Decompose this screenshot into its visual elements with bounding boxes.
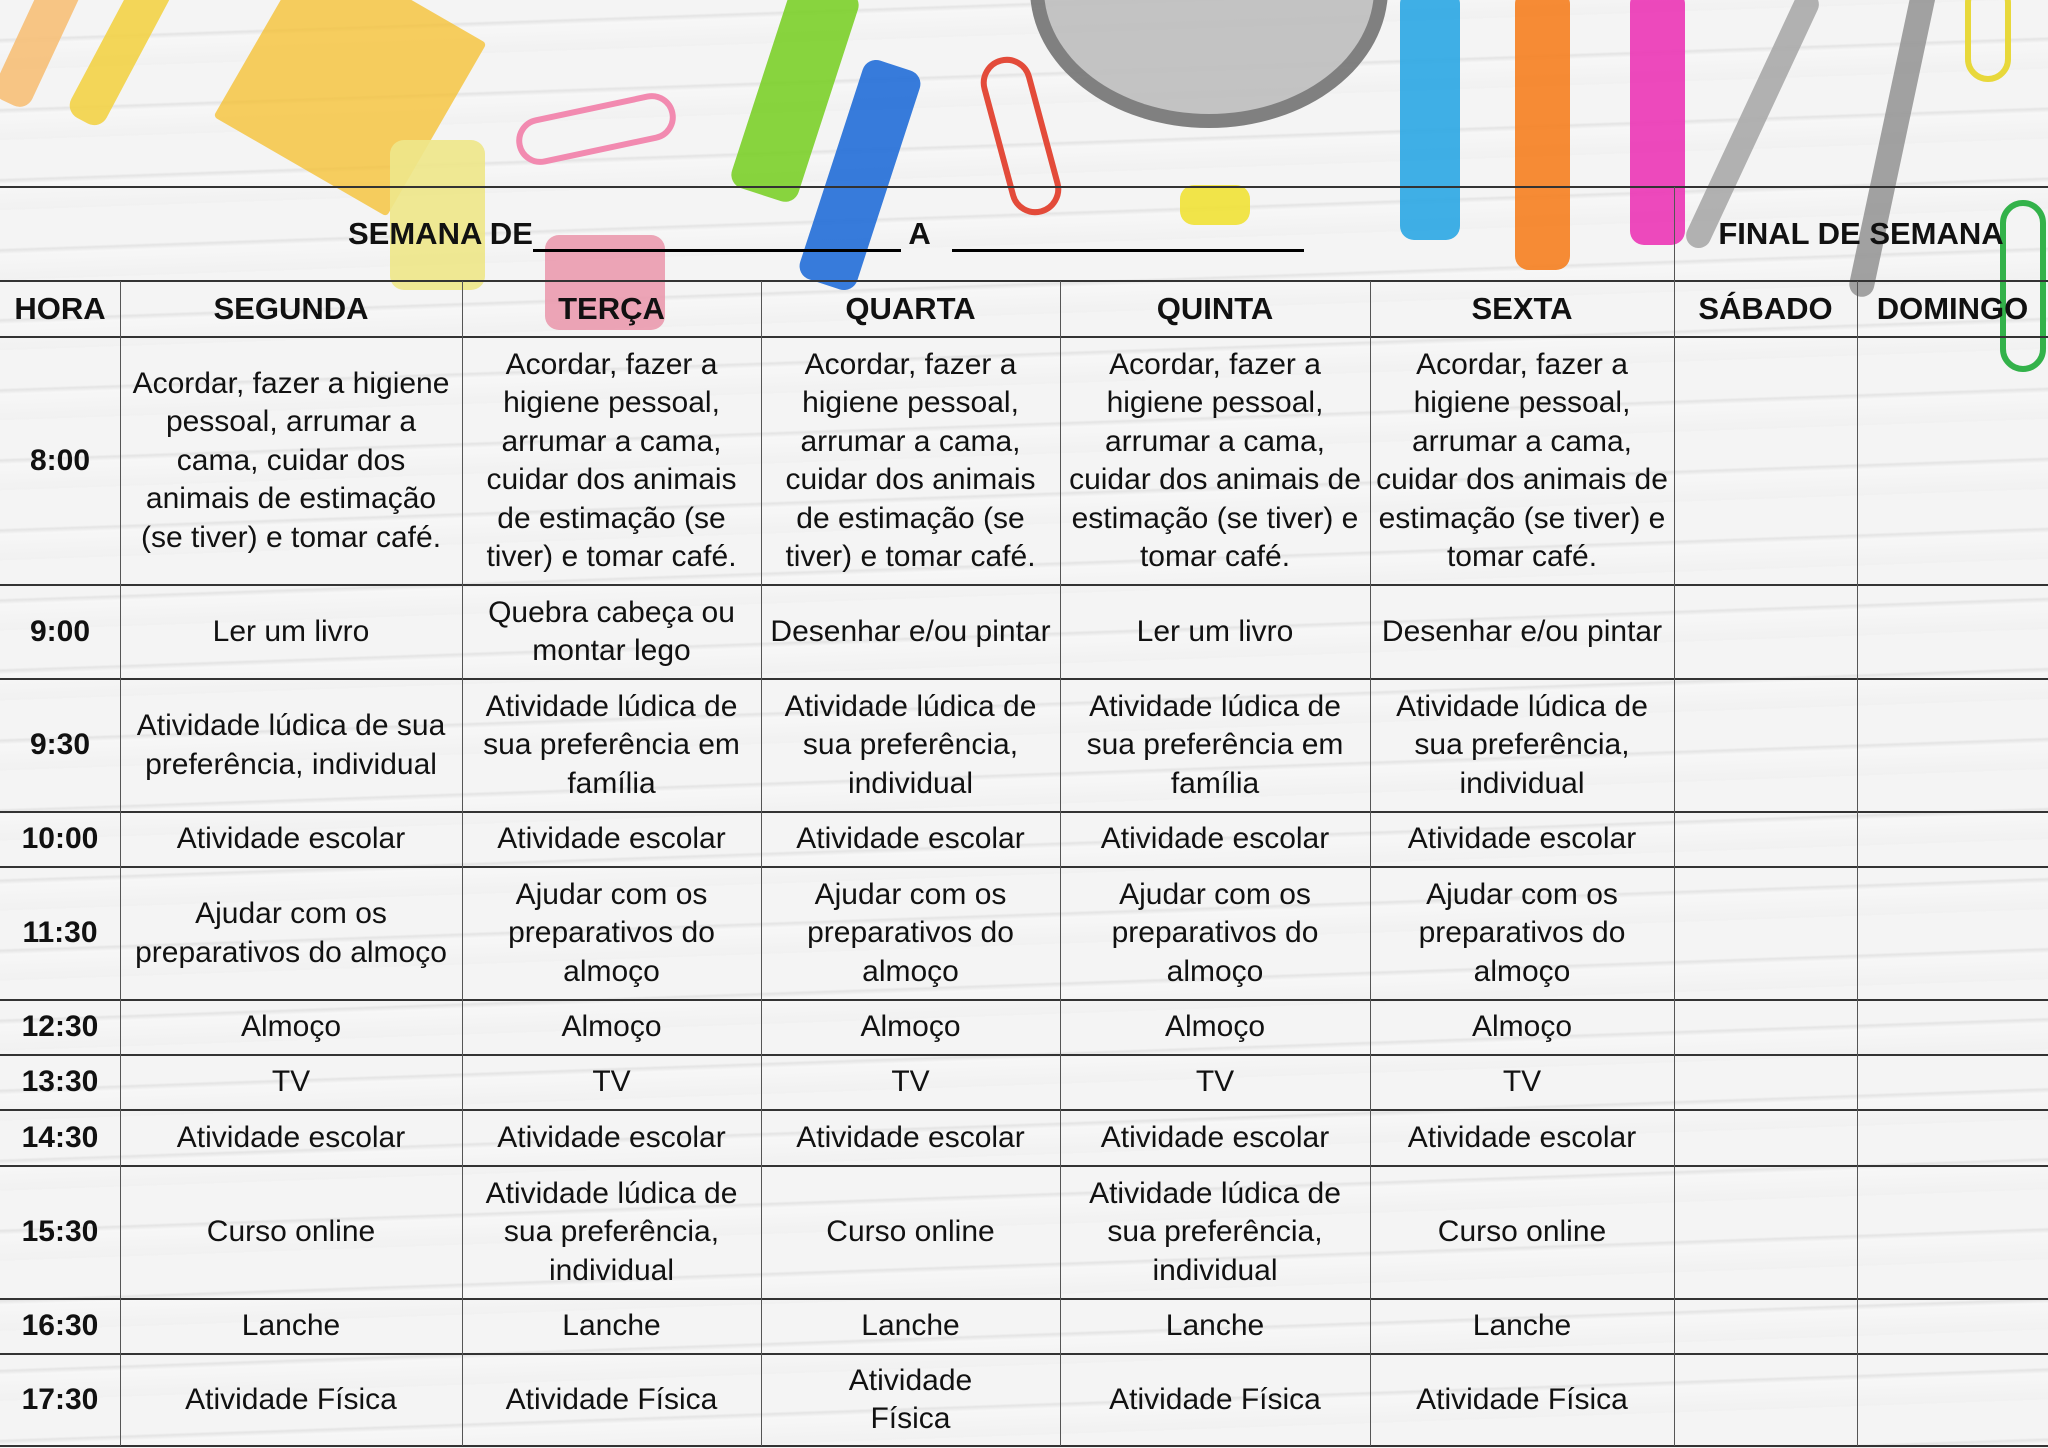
schedule-cell: Atividade lúdica de sua preferência em família xyxy=(1086,689,1344,800)
schedule-cell[interactable] xyxy=(1674,1354,1857,1446)
schedule-cell: Almoço xyxy=(561,1010,662,1044)
schedule-cell: Atividade Física xyxy=(1109,1382,1321,1416)
schedule-cell: Lanche xyxy=(1165,1309,1265,1343)
schedule-cell: Atividade escolar xyxy=(796,1120,1025,1154)
schedule-cell: Ler um livro xyxy=(1136,614,1294,648)
schedule-cell: Atividade escolar xyxy=(176,1120,406,1154)
schedule-cell: Acordar, fazer a higiene pessoal, arrumar a cama, cuidar dos animais de estimação (se tiver) e tomar café. xyxy=(1069,347,1361,573)
schedule-cell: Lanche xyxy=(241,1309,341,1343)
schedule-cell[interactable] xyxy=(1674,337,1857,585)
schedule-cell: Atividade Física xyxy=(1416,1382,1628,1416)
schedule-cell[interactable] xyxy=(1674,1055,1857,1110)
schedule-cell: Acordar, fazer a higiene pessoal, arrumar a cama, cuidar dos animais de estimação (se tiver) e tomar café. xyxy=(785,347,1036,573)
schedule-cell: TV xyxy=(1195,1065,1235,1099)
time-cell: 9:00 xyxy=(29,614,91,648)
time-cell: 12:30 xyxy=(21,1010,99,1044)
weekend-heading: FINAL DE SEMANA xyxy=(1718,216,2004,251)
schedule-cell: Atividade lúdica de sua preferência, individual xyxy=(485,1176,738,1287)
schedule-cell: Almoço xyxy=(240,1010,342,1044)
schedule-cell: Atividade escolar xyxy=(796,822,1025,856)
time-cell: 14:30 xyxy=(21,1120,99,1154)
schedule-cell[interactable] xyxy=(1857,1299,2048,1354)
schedule-cell: Lanche xyxy=(1472,1309,1572,1343)
schedule-cell: Quebra cabeça ou montar lego xyxy=(488,595,735,667)
time-cell: 15:30 xyxy=(21,1215,99,1249)
schedule-cell[interactable] xyxy=(1674,867,1857,1000)
column-header-0: HORA xyxy=(14,290,106,326)
schedule-cell[interactable] xyxy=(1674,1110,1857,1166)
schedule-cell: Desenhar e/ou pintar xyxy=(1381,614,1663,648)
schedule-cell: Atividade lúdica de sua preferência, individual xyxy=(1089,1176,1341,1287)
schedule-cell: Atividade escolar xyxy=(1407,1120,1637,1154)
row-divider xyxy=(0,186,2048,188)
week-label: SEMANA DE xyxy=(348,216,533,251)
schedule-cell: Acordar, fazer a higiene pessoal, arrumar a cama, cuidar dos animais de estimação (se tiver) e tomar café. xyxy=(132,366,450,554)
schedule-cell: Atividade escolar xyxy=(1100,1120,1330,1154)
time-cell: 16:30 xyxy=(21,1309,99,1343)
column-header-6: SÁBADO xyxy=(1698,290,1833,326)
schedule-cell: Atividade escolar xyxy=(176,822,406,856)
schedule-cell: Desenhar e/ou pintar xyxy=(770,614,1051,648)
schedule-cell: Almoço xyxy=(860,1010,961,1044)
schedule-cell[interactable] xyxy=(1857,1000,2048,1055)
schedule-cell: Curso online xyxy=(1437,1215,1607,1249)
schedule-cell[interactable] xyxy=(1857,1354,2048,1446)
schedule-cell[interactable] xyxy=(1857,585,2048,679)
schedule-cell[interactable] xyxy=(1857,867,2048,1000)
column-header-2: TERÇA xyxy=(558,290,665,326)
time-cell: 9:30 xyxy=(29,728,91,762)
schedule-cell: Atividade lúdica de sua preferência, individual xyxy=(136,709,446,781)
time-cell: 8:00 xyxy=(29,443,91,477)
schedule-cell: Atividade lúdica de sua preferência, individual xyxy=(1396,689,1648,800)
schedule-cell: Acordar, fazer a higiene pessoal, arrumar a cama, cuidar dos animais de estimação (se tiver) e tomar café. xyxy=(1376,347,1668,573)
schedule-cell[interactable] xyxy=(1674,679,1857,812)
schedule-cell: Atividade Física xyxy=(505,1382,718,1416)
column-header-4: QUINTA xyxy=(1156,290,1274,326)
schedule-cell: Ajudar com os preparativos do almoço xyxy=(1418,877,1626,988)
schedule-cell: Ajudar com os preparativos do almoço xyxy=(1111,877,1319,988)
schedule-cell[interactable] xyxy=(1674,1299,1857,1354)
to-label: A xyxy=(908,216,930,251)
schedule-cell: TV xyxy=(271,1065,311,1099)
schedule-cell: Ajudar com os preparativos do almoço xyxy=(508,877,715,988)
schedule-cell[interactable] xyxy=(1674,585,1857,679)
time-cell: 11:30 xyxy=(22,916,98,950)
schedule-cell: Atividade escolar xyxy=(1407,822,1637,856)
schedule-cell: Almoço xyxy=(1471,1010,1573,1044)
schedule-cell: Ler um livro xyxy=(212,614,370,648)
schedule-cell[interactable] xyxy=(1674,812,1857,867)
time-cell: 10:00 xyxy=(21,822,99,856)
schedule-cell: TV xyxy=(891,1065,930,1099)
schedule-cell: Lanche xyxy=(562,1309,661,1343)
column-header-1: SEGUNDA xyxy=(213,290,369,326)
schedule-cell: Acordar, fazer a higiene pessoal, arrumar a cama, cuidar dos animais de estimação (se tiver) e tomar café. xyxy=(486,347,737,573)
column-header-7: DOMINGO xyxy=(1876,290,2029,326)
schedule-cell[interactable] xyxy=(1857,812,2048,867)
column-header-3: QUARTA xyxy=(845,290,976,326)
schedule-cell: Atividade escolar xyxy=(497,1120,726,1154)
schedule-cell: Atividade Física xyxy=(848,1363,973,1435)
schedule-cell: TV xyxy=(592,1065,631,1099)
schedule-cell: Curso online xyxy=(826,1215,995,1249)
schedule-cell: TV xyxy=(1502,1065,1542,1099)
schedule-cell: Atividade lúdica de sua preferência, individual xyxy=(784,689,1037,800)
schedule-cell: Atividade lúdica de sua preferência em família xyxy=(483,689,740,800)
schedule-cell: Almoço xyxy=(1164,1010,1266,1044)
schedule-cell: Lanche xyxy=(861,1309,960,1343)
time-cell: 13:30 xyxy=(21,1065,99,1099)
time-cell: 17:30 xyxy=(21,1382,99,1416)
schedule-cell: Curso online xyxy=(206,1215,376,1249)
schedule-cell: Ajudar com os preparativos do almoço xyxy=(807,877,1014,988)
schedule-cell: Ajudar com os preparativos do almoço xyxy=(135,897,447,969)
schedule-cell[interactable] xyxy=(1674,1000,1857,1055)
schedule-cell: Atividade escolar xyxy=(1100,822,1330,856)
schedule-cell: Atividade Física xyxy=(185,1382,397,1416)
schedule-cell[interactable] xyxy=(1857,1055,2048,1110)
schedule-cell[interactable] xyxy=(1857,337,2048,585)
schedule-cell[interactable] xyxy=(1857,1166,2048,1299)
schedule-cell[interactable] xyxy=(1857,1110,2048,1166)
column-header-5: SEXTA xyxy=(1471,290,1573,326)
schedule-cell[interactable] xyxy=(1674,1166,1857,1299)
schedule-cell[interactable] xyxy=(1857,679,2048,812)
schedule-cell: Atividade escolar xyxy=(497,822,726,856)
